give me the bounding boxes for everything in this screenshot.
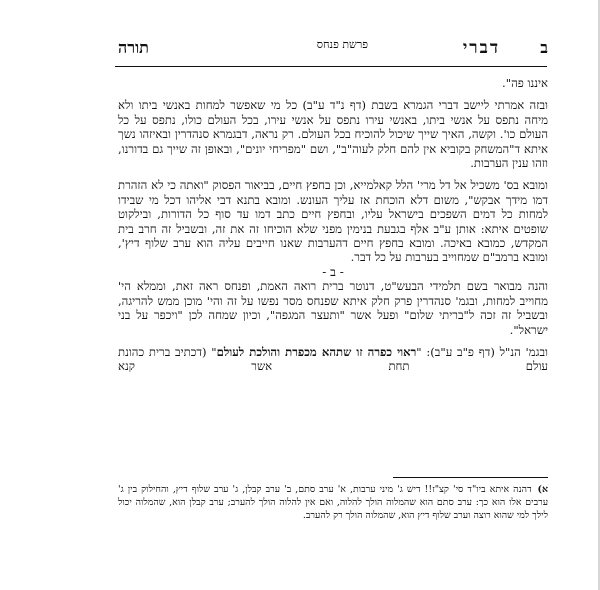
paragraph xyxy=(118,345,548,374)
running-header xyxy=(118,38,548,60)
footnote-rule xyxy=(393,477,548,478)
main-text xyxy=(118,76,548,374)
header-rule xyxy=(115,66,547,67)
book-title: תורה xyxy=(118,38,149,57)
footnote xyxy=(118,483,548,522)
paragraph-text: " (דכתיב ברית כהונת עולם תחת אשר קנא xyxy=(118,344,548,374)
parsha-name: פרשת פנחס xyxy=(316,38,368,51)
page-number: ב xyxy=(540,38,548,57)
paragraph-text: ובגמ' הנ"ל (דף פ"ב ע"ב): " xyxy=(416,344,548,359)
footnote-marker: א) xyxy=(537,484,548,495)
section-separator: - ב - xyxy=(322,264,344,279)
section-title: דברי xyxy=(462,38,500,58)
paragraph: ומובא בס' משכיל אל דל מרי' הלל קאלמייא, וכן בחפץ חיים, בביאור הפסוק "ואתה כי לא הזהרת דמו מידך אבקש", משום דלא הוכחת אז עליך העונש. ומובא בתנא דבי אליהו דכל מי שבידו למחות כל דמים השפכים בישראל עליו, ובחפץ חיים כתב דמו עד סוף כל הדורות, ובילקוט שופטים איתא: אותן ע"ב אלף בגבעת בנימין מפני שלא הוכיחו זה את זה, ובשביל זה חרב בית המקדש, כמובא באיכה. ומובא בחפץ חיים דהערבות שאנו חייבים עליה הוא ערב שלוף דיץ', ומובא ברמב"ם שמחוייב בערבות על כל דבר. xyxy=(118,178,548,265)
footnote-text: דהנה איתא ביו"ד סי' קצ"ז!! דיש ג' מיני ערבות, א' ערב סתם, ב' ערב קבלן, ג' ערב שלוף דיץ, והחילוק בין ג' ערבים אלו הוא כך: ערב סתם הוא שהמלוה הולך להלוה, ואם אין להלוה הולך להערב; ערב קבלן הוא, שהמלוה יכול לילך למי שהוא רוצה וערב שלוף דיץ הוא, שהמלוה הולך רק להערב. xyxy=(118,484,548,521)
paragraph: והנה מבואר בשם תלמידי הבעש"ט, דנוטר ברית רואה האמת, ופנחס ראה זאת, וממלא הי' מחוייב למחות, ובגמ' סנהדרין פרק חלק איתא שפנחס מסר נפשו על זה והי' מוכן ממש להריגה, ובשביל זה זכה ל"בריתי שלום" ופעל אשר "ותעצר המגפה", וכיון שמחה לכן "ויכפר על בני ישראל". xyxy=(118,279,548,337)
bold-quote: ראוי כפרה זו שתהא מכפרת והולכת לעולם xyxy=(216,344,417,359)
opening-line: איננו פה". xyxy=(502,76,548,90)
paragraph: ובזה אמרתי ליישב דברי הגמרא בשבת (דף נ"ד ע"ב) כל מי שאפשר למחות באנשי ביתו ולא מיחה נתפס על אנשי ביתו, באנשי עירו נתפס על אנשי עירו, בכל העולם כולו, נתפס על כל העולם כו'. וקשה, האיך שייך שיכול להוכיח בכל העולם. רק נראה, דבגמרא סנהדרין ובאיזהו נשך איתא ד"המשחק בקוביא אין להם חלק לעוה"ב", ושם "מפריחי יונים", ובאופן זה שייך גם בדורנו, וזהו ענין הערבות. xyxy=(118,98,548,171)
